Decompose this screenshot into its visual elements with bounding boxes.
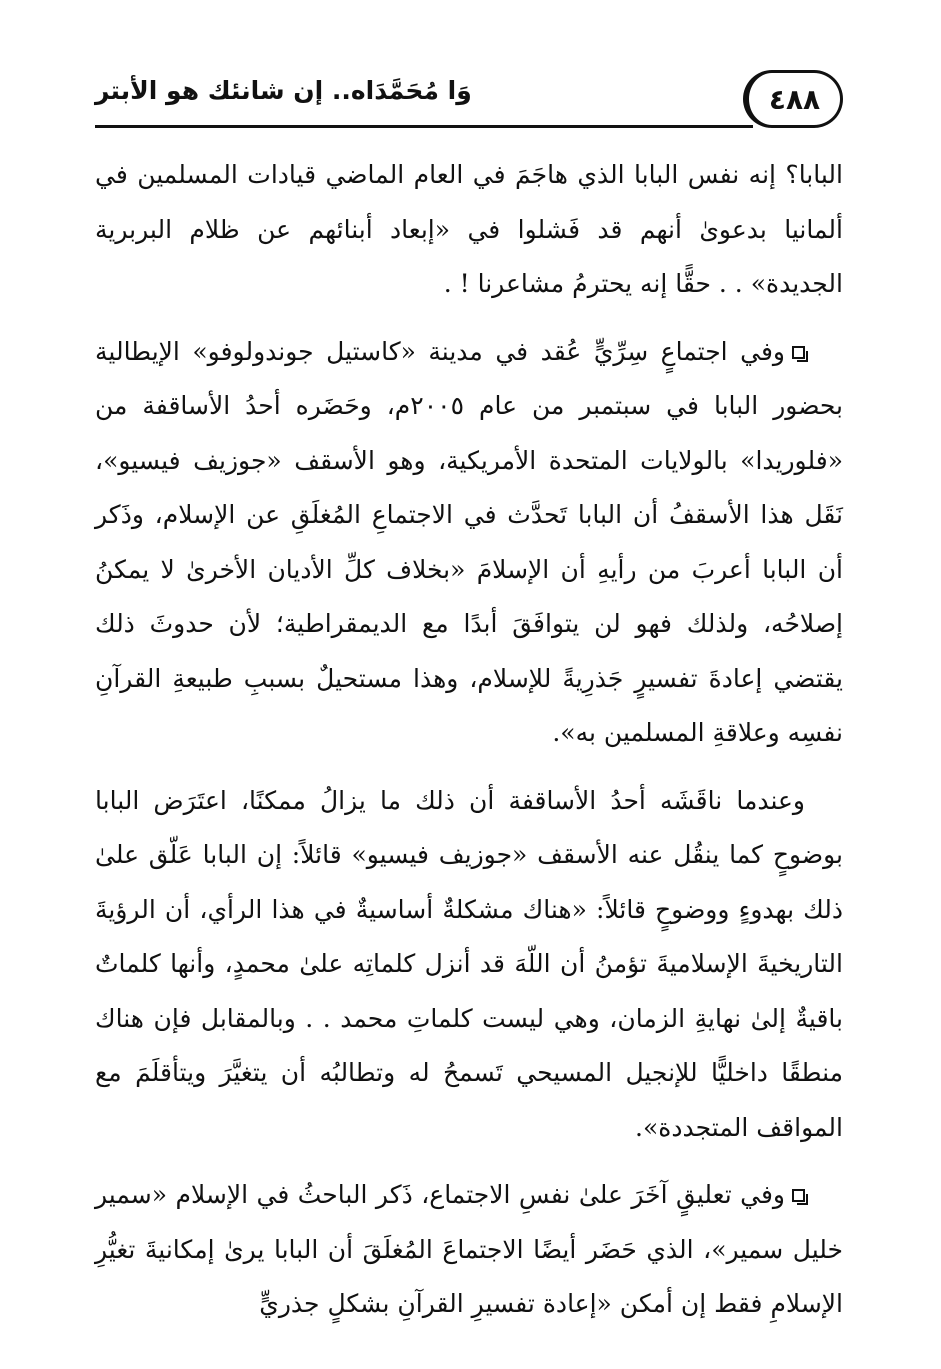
running-title-text: وَا مُحَمَّدَاه.. إن شانئك هو الأبتر (95, 76, 472, 105)
page-number: ٤٨٨ (768, 82, 821, 116)
page-number-badge (743, 70, 843, 128)
square-bullet-icon (792, 1189, 805, 1202)
page-body (95, 148, 843, 1332)
paragraph-4-text: وفي تعليقٍ آخَرَ علىٰ نفسِ الاجتماع، ذَكر الباحثُ في الإسلام «سمير خليل سمير»، الذي حَضَر أيضًا الاجتماعَ المُغلَقَ أن البابا يرىٰ إمكانيةَ تغيُّرِ الإسلامِ فقط إن أمكن «إعادة تفسيرِ القرآنِ بشكلٍ جذريٍّ (95, 1180, 843, 1318)
paragraph-2 (95, 325, 843, 761)
paragraph-1 (95, 148, 843, 312)
paragraph-1-text: البابا؟ إنه نفس البابا الذي هاجَمَ في العام الماضي قيادات المسلمين في ألمانيا بدعوىٰ أنهم قد فَشلوا في «إبعاد أبنائهم عن ظلام البربرية الجديدة» . . حقًّا إنه يحترمُ مشاعرنا ! . (95, 160, 843, 298)
paragraph-3 (95, 774, 843, 1156)
running-title (95, 76, 755, 105)
paragraph-4 (95, 1168, 843, 1332)
header-rule (95, 125, 753, 128)
square-bullet-icon (792, 346, 805, 359)
paragraph-2-text: وفي اجتماعٍ سِرِّيٍّ عُقد في مدينة «كاستيل جوندولوفو» الإيطالية بحضور البابا في سبتمبر من عام ٢٠٠٥م، وحَضَره أحدُ الأساقفة من «فلوريدا» بالولايات المتحدة الأمريكية، وهو الأسقف «جوزيف فيسيو»، نَقَل هذا الأسقفُ أن البابا تَحدَّث في الاجتماعِ المُغلَقِ عن الإسلام، وذَكر أن البابا أعربَ من رأيهِ أن الإسلامَ «بخلاف كلِّ الأديان الأخرىٰ لا يمكنُ إصلاحُه، ولذلك فهو لن يتوافَقَ أبدًا مع الديمقراطية؛ لأن حدوثَ ذلك يقتضي إعادةَ تفسيرٍ جَذرِيةً للإسلام، وهذا مستحيلٌ بسببِ طبيعةِ القرآنِ نفسِه وعلاقةِ المسلمين به». (95, 336, 843, 747)
paragraph-3-text: وعندما ناقَشَه أحدُ الأساقفة أن ذلك ما يزالُ ممكنًا، اعتَرَض البابا بوضوحٍ كما ينقُل عنه الأسقف «جوزيف فيسيو» قائلاً: إن البابا عَلّق علىٰ ذلك بهدوءٍ ووضوحٍ قائلاً: «هناك مشكلةٌ أساسيةٌ في هذا الرأي، أن الرؤيةَ التاريخيةَ الإسلاميةَ تؤمنُ أن اللّهَ قد أنزل كلماتِه علىٰ محمدٍ، وأنها كلماتٌ باقيةٌ إلىٰ نهايةِ الزمان، وهي ليست كلماتِ محمد . . وبالمقابل فإن هناك منطقًا داخليًّا للإنجيل المسيحي تَسمحُ له وتطالبُه أن يتغيَّرَ ويتأقلَمَ مع المواقف المتجددة». (95, 785, 843, 1142)
page-header (95, 60, 843, 140)
